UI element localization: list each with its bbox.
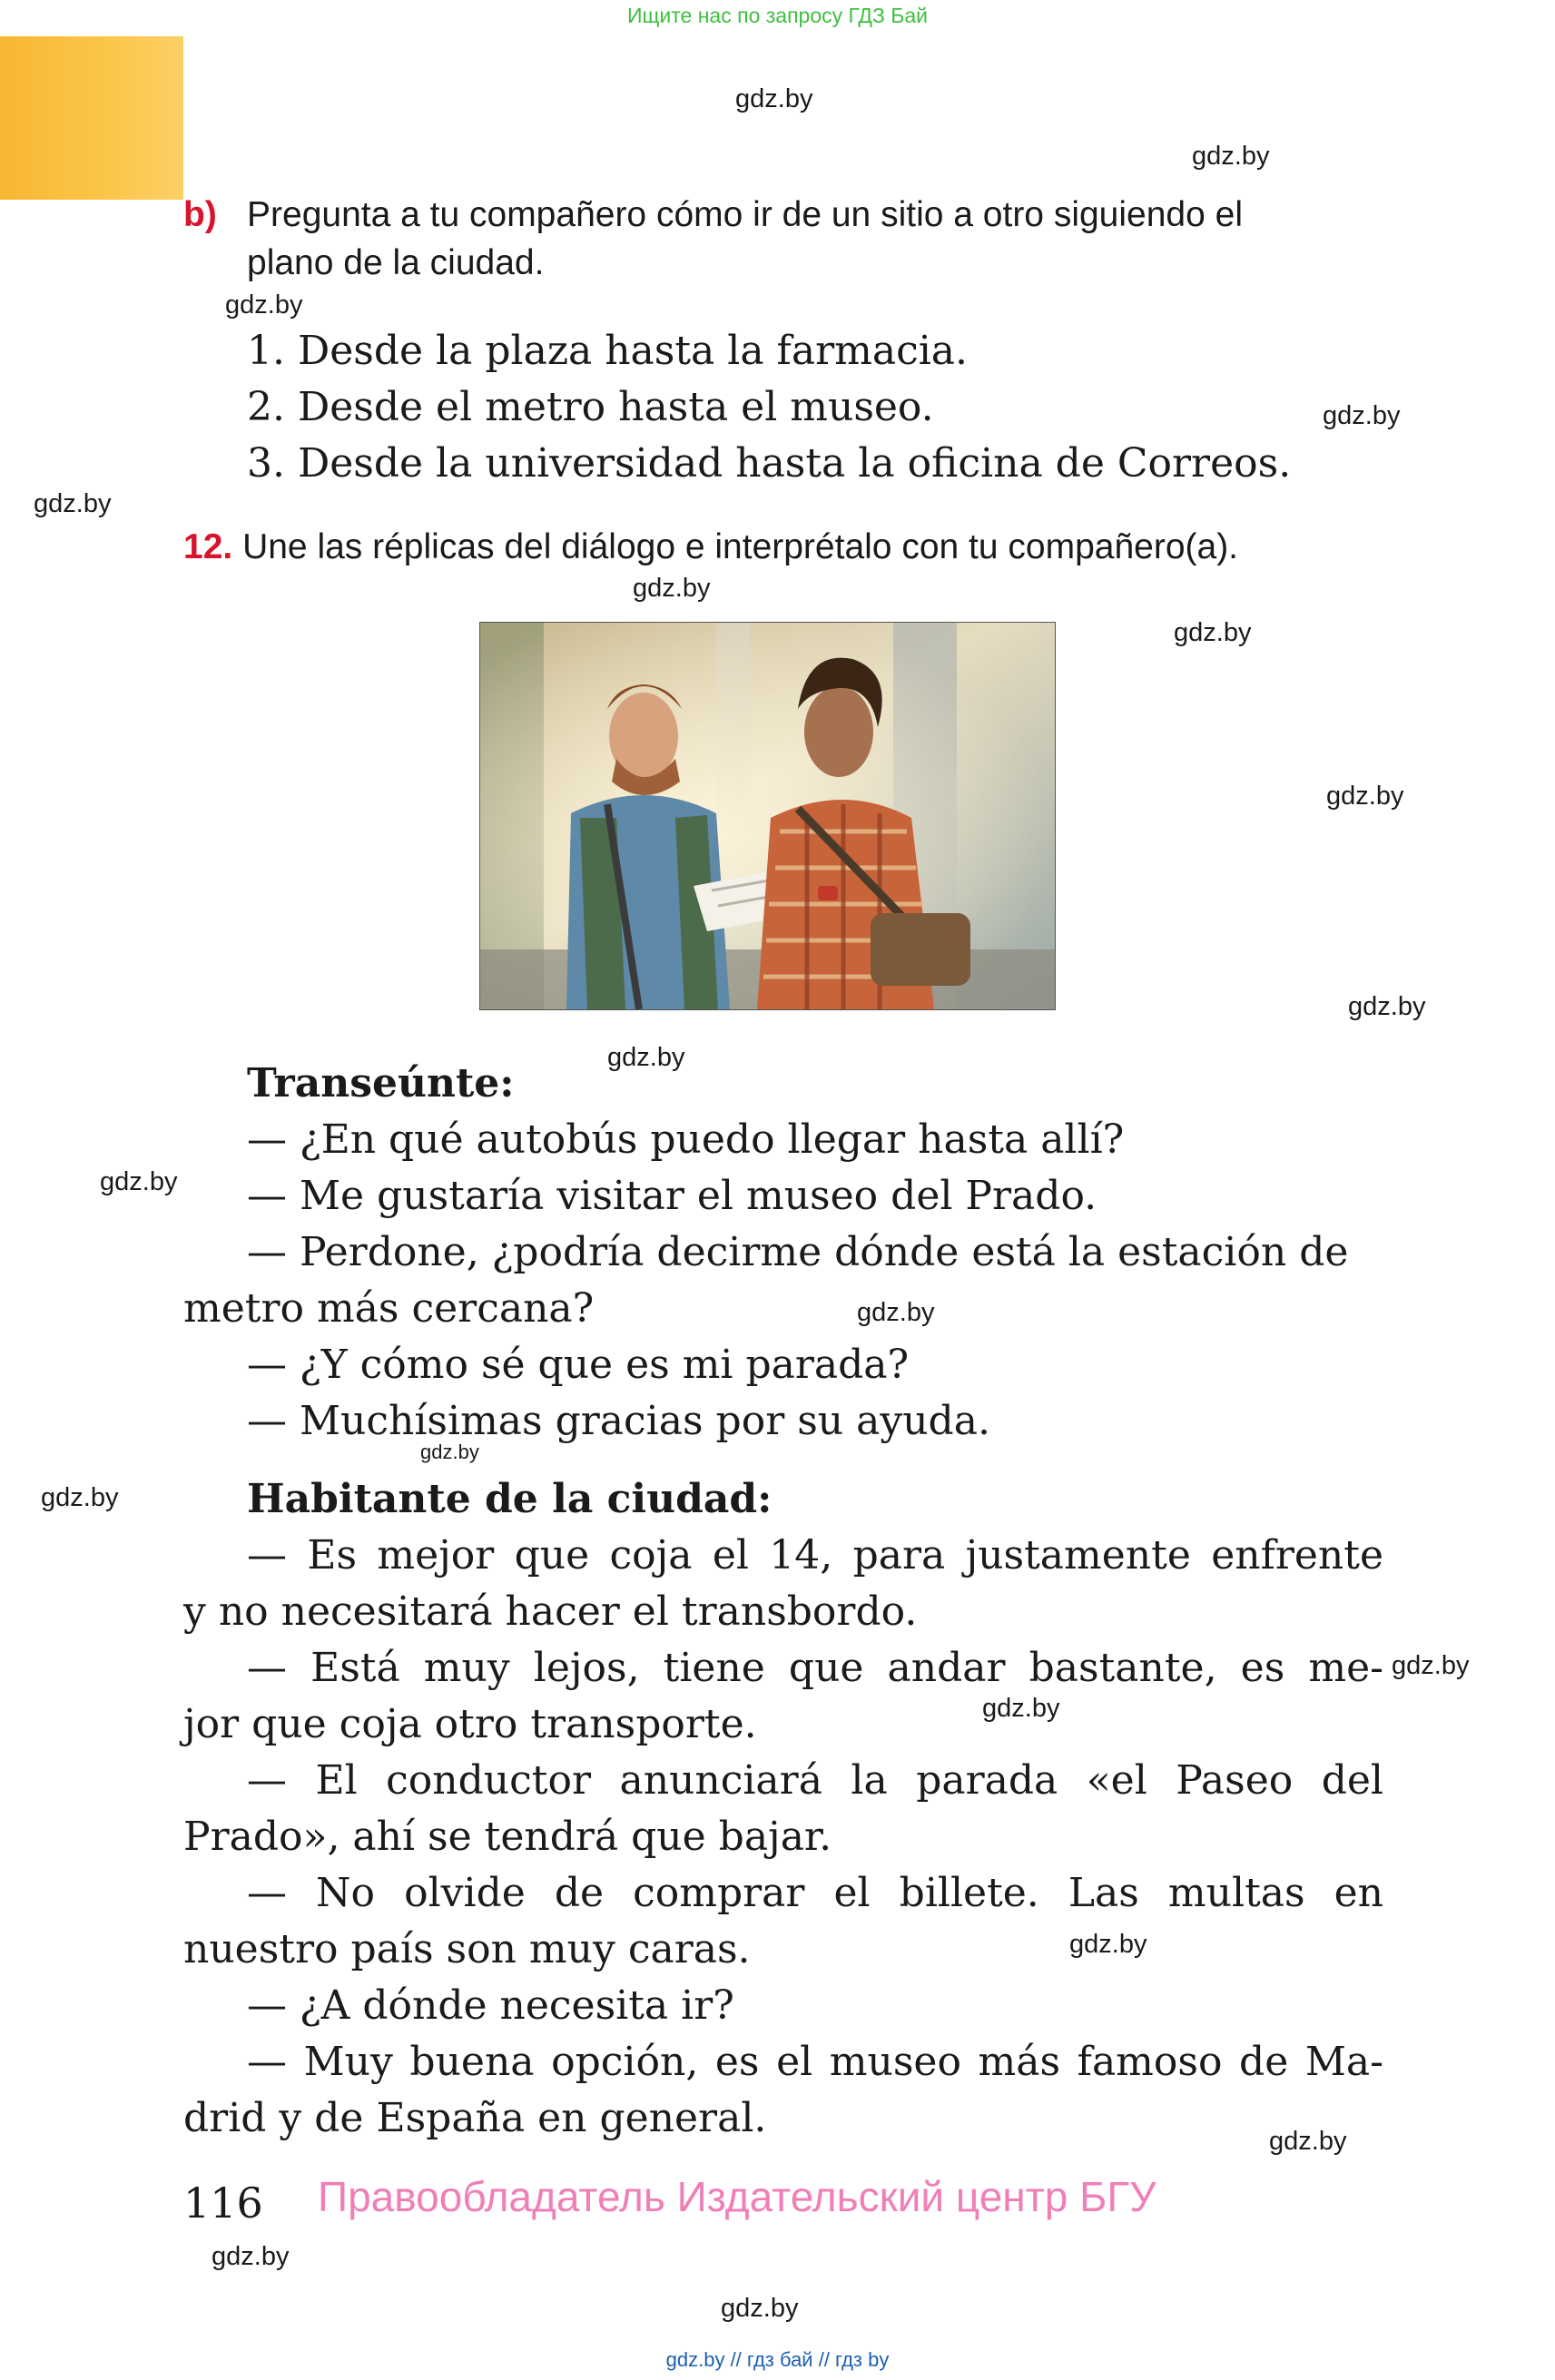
exercise-b-label: b) xyxy=(183,195,217,234)
dialogue-line: — El conductor anunciará la parada «el Paseo del xyxy=(247,1757,1383,1804)
transeunte-heading: Transeúnte: xyxy=(247,1060,515,1106)
watermark: gdz.by xyxy=(420,1441,479,1463)
watermark: gdz.by xyxy=(225,290,303,320)
dialogue-line: metro más cercana? xyxy=(183,1285,595,1332)
list-item: 2. Desde el metro hasta el museo. xyxy=(247,384,934,430)
dialogue-line: — Me gustaría visitar el museo del Prado. xyxy=(247,1173,1097,1219)
exercise-12-instruction xyxy=(183,523,1238,571)
dialogue-line: jor que coja otro transporte. xyxy=(183,1701,757,1747)
dialogue-line: — ¿A dónde necesita ir? xyxy=(247,1982,734,2029)
watermark: gdz.by xyxy=(1323,401,1401,430)
dialogue-line: — Perdone, ¿podría decirme dónde está la estación de xyxy=(247,1229,1349,1275)
watermark: gdz.by xyxy=(982,1694,1060,1723)
dialogue-line: — Está muy lejos, tiene que andar bastante, es me- xyxy=(247,1645,1383,1691)
exercise-text: Une las réplicas del diálogo e interprétalo con tu compañero(a). xyxy=(242,527,1239,566)
watermark: gdz.by xyxy=(1174,618,1252,647)
dialogue-line: nuestro país son muy caras. xyxy=(183,1926,751,1972)
page-number: 116 xyxy=(183,2178,263,2228)
list-item: 1. Desde la plaza hasta la farmacia. xyxy=(247,328,968,374)
dialogue-line: — ¿En qué autobús puedo llegar hasta allí? xyxy=(247,1116,1125,1163)
watermark: gdz.by xyxy=(633,574,711,603)
dialogue-line: — Es mejor que coja el 14, para justamente enfrente xyxy=(247,1532,1383,1578)
dialogue-line: Prado», ahí se tendrá que bajar. xyxy=(183,1814,832,1860)
corner-color-tab xyxy=(0,36,183,200)
dialogue-line: drid y de España en general. xyxy=(183,2095,767,2141)
watermark: gdz.by xyxy=(1348,992,1426,1021)
watermark: gdz.by xyxy=(607,1043,685,1072)
watermark: gdz.by xyxy=(1392,1651,1470,1680)
watermark: gdz.by xyxy=(1069,1930,1147,1959)
watermark: gdz.by xyxy=(212,2242,290,2271)
watermark: gdz.by xyxy=(100,1167,178,1196)
watermark: gdz.by xyxy=(1326,782,1404,811)
watermark: gdz.by xyxy=(721,2294,799,2323)
dialogue-line: — Muy buena opción, es el museo más famoso de Ma- xyxy=(247,2039,1383,2085)
footer-links[interactable]: gdz.by // гдз бай // гдз by xyxy=(665,2348,890,2371)
habitante-heading: Habitante de la ciudad: xyxy=(247,1476,773,1522)
copyright-notice: Правообладатель Издательский центр БГУ xyxy=(318,2173,1156,2220)
list-item: 3. Desde la universidad hasta la oficina de Correos. xyxy=(247,440,1292,487)
top-banner[interactable]: Ищите нас по запросу ГДЗ Бай xyxy=(626,4,929,27)
dialogue-line: y no necesitará hacer el transbordo. xyxy=(183,1588,918,1635)
photo-illustration xyxy=(480,623,1055,1009)
exercise-b-instruction-line: plano de la ciudad. xyxy=(247,243,545,282)
watermark: gdz.by xyxy=(1269,2127,1347,2156)
exercise-number: 12. xyxy=(183,527,233,566)
watermark: gdz.by xyxy=(735,84,813,113)
dialogue-line: — No olvide de comprar el billete. Las multas en xyxy=(247,1870,1383,1916)
photo-two-men-with-map xyxy=(479,622,1056,1010)
watermark: gdz.by xyxy=(41,1483,119,1512)
dialogue-line: — ¿Y cómo sé que es mi parada? xyxy=(247,1342,910,1388)
dialogue-line: — Muchísimas gracias por su ayuda. xyxy=(247,1398,990,1444)
watermark: gdz.by xyxy=(34,489,112,518)
watermark: gdz.by xyxy=(857,1298,935,1327)
exercise-b-instruction-line: Pregunta a tu compañero cómo ir de un sitio a otro siguiendo el xyxy=(247,195,1243,234)
watermark: gdz.by xyxy=(1192,142,1270,171)
